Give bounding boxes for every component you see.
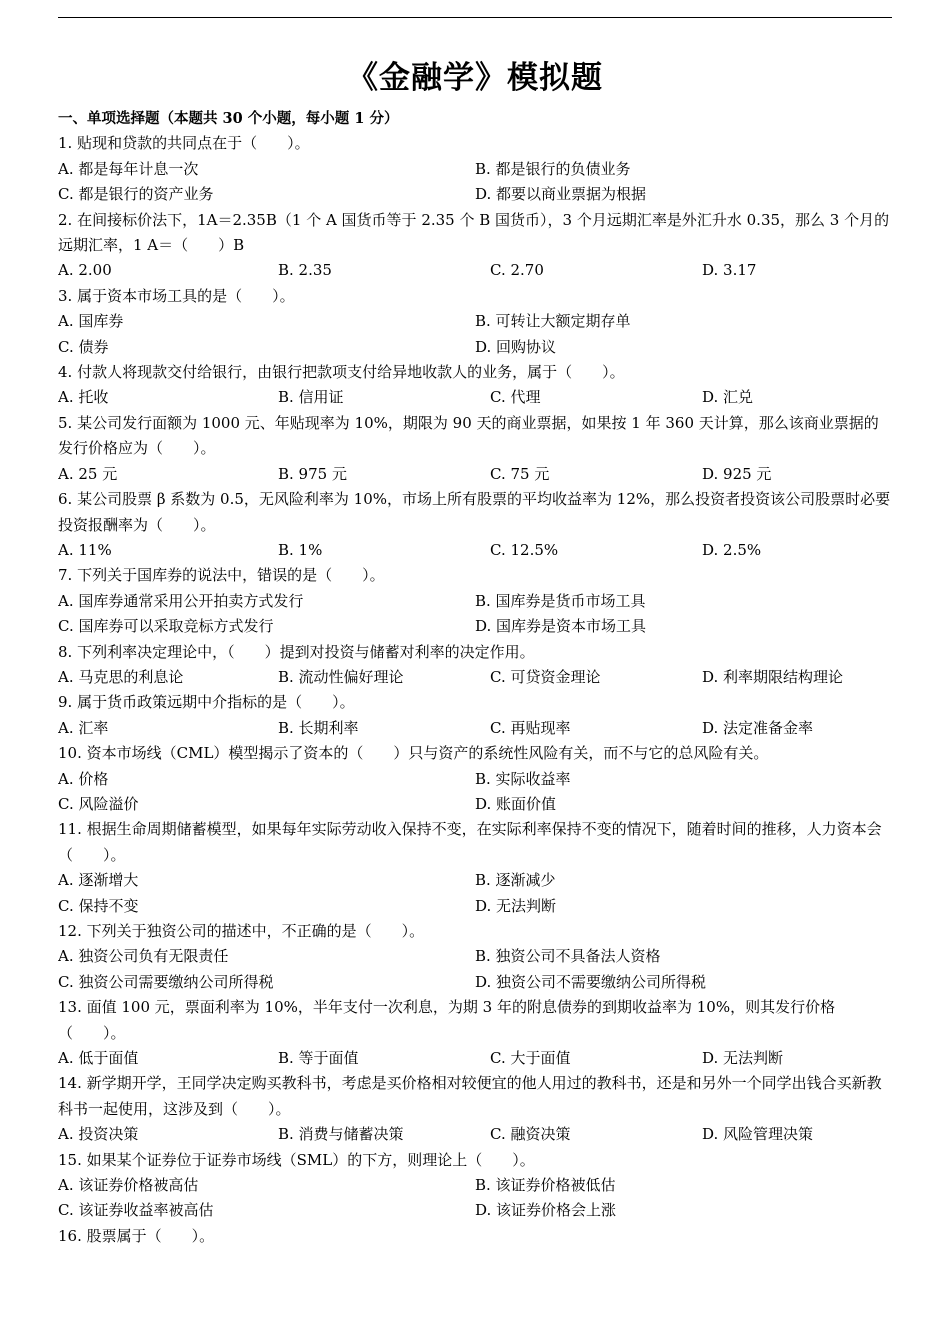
answer-option: A. 逐渐增大 (58, 871, 139, 890)
answer-option: A. 汇率 (58, 718, 109, 737)
question-block (58, 690, 892, 741)
option-row (58, 614, 892, 639)
option-row (58, 894, 892, 919)
question-block (58, 995, 892, 1071)
answer-option: D. 风险管理决策 (702, 1125, 814, 1144)
question-block (58, 411, 892, 487)
question-stem: 3. 属于资本市场工具的是（ ）。 (58, 286, 295, 305)
answer-option: B. 1% (278, 540, 323, 559)
question-stem: 6. 某公司股票 β 系数为 0.5，无风险利率为 10%，市场上所有股票的平均收益率为 12%，那么投资者投资该公司股票时必要投资报酬率为（ ）。 (58, 490, 891, 534)
option-row (58, 157, 892, 182)
answer-option: D. 925 元 (702, 464, 772, 483)
answer-option: A. 2.00 (58, 261, 112, 280)
question-block (58, 208, 892, 284)
answer-option: D. 独资公司不需要缴纳公司所得税 (475, 972, 707, 991)
answer-option: B. 都是银行的负债业务 (475, 159, 631, 178)
option-row (58, 258, 892, 283)
answer-option: C. 风险溢价 (58, 794, 139, 813)
question-stem: 15. 如果某个证券位于证券市场线（SML）的下方，则理论上（ ）。 (58, 1150, 535, 1169)
option-row (58, 1046, 892, 1071)
question-block (58, 563, 892, 639)
question-stem: 2. 在间接标价法下，1A＝2.35B（1 个 A 国货币等于 2.35 个 B 国货币），3 个月远期汇率是外汇升水 0.35，那么 3 个月的远期汇率，1 A＝（ ）B (58, 210, 890, 255)
answer-option: C. 2.70 (490, 261, 544, 280)
option-row (58, 970, 892, 995)
answer-option: B. 长期利率 (278, 718, 359, 737)
option-row (58, 538, 892, 563)
answer-option: A. 独资公司负有无限责任 (58, 947, 229, 966)
answer-option: B. 流动性偏好理论 (278, 667, 404, 686)
answer-option: B. 消费与储蓄决策 (278, 1125, 404, 1144)
question-block (58, 741, 892, 817)
answer-option: B. 等于面值 (278, 1049, 359, 1068)
answer-option: D. 3.17 (702, 261, 757, 280)
answer-option: C. 国库券可以采取竞标方式发行 (58, 617, 274, 636)
answer-option: A. 低于面值 (58, 1049, 139, 1068)
question-block (58, 360, 892, 411)
exam-content (58, 106, 892, 1249)
answer-option: D. 无法判断 (702, 1049, 784, 1068)
answer-option: C. 该证券收益率被高估 (58, 1201, 214, 1220)
question-block (58, 284, 892, 360)
answer-option: B. 2.35 (278, 261, 332, 280)
question-stem: 1. 贴现和贷款的共同点在于（ ）。 (58, 134, 310, 153)
question-stem: 10. 资本市场线（CML）模型揭示了资本的（ ）只与资产的系统性风险有关，而不与它的总风险有关。 (58, 744, 769, 763)
answer-option: B. 逐渐减少 (475, 871, 556, 890)
option-row (58, 868, 892, 893)
question-block (58, 1071, 892, 1147)
answer-option: B. 实际收益率 (475, 769, 571, 788)
option-row (58, 1198, 892, 1223)
answer-option: B. 国库券是货币市场工具 (475, 591, 646, 610)
question-block (58, 1148, 892, 1224)
answer-option: C. 独资公司需要缴纳公司所得税 (58, 972, 274, 991)
answer-option: C. 12.5% (490, 540, 559, 559)
option-row (58, 309, 892, 334)
answer-option: B. 可转让大额定期存单 (475, 312, 631, 331)
option-row (58, 665, 892, 690)
question-stem: 12. 下列关于独资公司的描述中，不正确的是（ ）。 (58, 922, 425, 940)
answer-option: D. 账面价值 (475, 794, 557, 813)
answer-option: C. 75 元 (490, 464, 550, 483)
option-row (58, 767, 892, 792)
answer-option: A. 该证券价格被高估 (58, 1176, 199, 1195)
option-row (58, 182, 892, 207)
question-stem: 9. 属于货币政策远期中介指标的是（ ）。 (58, 693, 355, 712)
answer-option: A. 25 元 (58, 464, 118, 483)
question-block (58, 919, 892, 995)
answer-option: B. 该证券价格被低估 (475, 1176, 616, 1195)
answer-option: A. 托收 (58, 388, 109, 407)
answer-option: D. 该证券价格会上涨 (475, 1201, 617, 1220)
option-row (58, 589, 892, 614)
answer-option: D. 利率期限结构理论 (702, 667, 844, 686)
answer-option: C. 保持不变 (58, 896, 139, 915)
answer-option: D. 无法判断 (475, 896, 557, 915)
answer-option: A. 马克思的利息论 (58, 667, 184, 686)
question-stem: 16. 股票属于（ ）。 (58, 1226, 215, 1245)
question-stem: 7. 下列关于国库券的说法中，错误的是（ ）。 (58, 566, 385, 585)
answer-option: C. 融资决策 (490, 1125, 571, 1144)
option-row (58, 335, 892, 360)
question-block (58, 817, 892, 919)
header-rule (58, 17, 892, 18)
question-block (58, 131, 892, 207)
option-row (58, 385, 892, 410)
answer-option: C. 代理 (490, 388, 541, 407)
answer-option: B. 信用证 (278, 388, 344, 407)
answer-option: B. 975 元 (278, 464, 347, 483)
answer-option: C. 债券 (58, 337, 109, 356)
question-block (58, 487, 892, 563)
question-stem: 4. 付款人将现款交付给银行，由银行把款项支付给异地收款人的业务，属于（ ）。 (58, 363, 625, 382)
question-stem: 14. 新学期开学，王同学决定购买教科书，考虑是买价格相对较便宜的他人用过的教科书，还是和另外一个同学出钱合买新教科书一起使用，这涉及到（ ）。 (58, 1074, 882, 1118)
answer-option: A. 都是每年计息一次 (58, 159, 199, 178)
answer-option: A. 国库券 (58, 312, 124, 331)
option-row (58, 944, 892, 969)
option-row (58, 1122, 892, 1147)
question-stem: 5. 某公司发行面额为 1000 元、年贴现率为 10%，期限为 90 天的商业票据，如果按 1 年 360 天计算，那么该商业票据的发行价格应为（ ）。 (58, 413, 879, 458)
answer-option: C. 都是银行的资产业务 (58, 185, 214, 204)
answer-option: D. 汇兑 (702, 388, 754, 407)
section-heading: 一、单项选择题（本题共 30 个小题，每小题 1 分） (58, 110, 399, 127)
option-row (58, 716, 892, 741)
answer-option: D. 2.5% (702, 540, 762, 559)
question-list (58, 131, 892, 1249)
page-title: 《金融学》模拟题 (347, 60, 603, 96)
answer-option: C. 可贷资金理论 (490, 667, 601, 686)
question-block (58, 1224, 892, 1249)
answer-option: A. 价格 (58, 769, 109, 788)
answer-option: A. 国库券通常采用公开拍卖方式发行 (58, 591, 304, 610)
answer-option: D. 法定准备金率 (702, 718, 814, 737)
answer-option: C. 再贴现率 (490, 718, 571, 737)
option-row (58, 462, 892, 487)
answer-option: D. 都要以商业票据为根据 (475, 185, 647, 204)
answer-option: A. 投资决策 (58, 1125, 139, 1144)
option-row (58, 1173, 892, 1198)
question-stem: 8. 下列利率决定理论中，（ ）提到对投资与储蓄对利率的决定作用。 (58, 642, 535, 661)
answer-option: A. 11% (58, 540, 112, 559)
answer-option: D. 回购协议 (475, 337, 557, 356)
question-block (58, 640, 892, 691)
answer-option: B. 独资公司不具备法人资格 (475, 947, 661, 966)
answer-option: C. 大于面值 (490, 1049, 571, 1068)
question-stem: 13. 面值 100 元，票面利率为 10%，半年支付一次利息，为期 3 年的附息债券的到期收益率为 10%，则其发行价格（ ）。 (58, 998, 836, 1042)
question-stem: 11. 根据生命周期储蓄模型，如果每年实际劳动收入保持不变，在实际利率保持不变的情况下，随着时间的推移，人力资本会（ ）。 (58, 820, 882, 864)
option-row (58, 792, 892, 817)
answer-option: D. 国库券是资本市场工具 (475, 617, 647, 636)
